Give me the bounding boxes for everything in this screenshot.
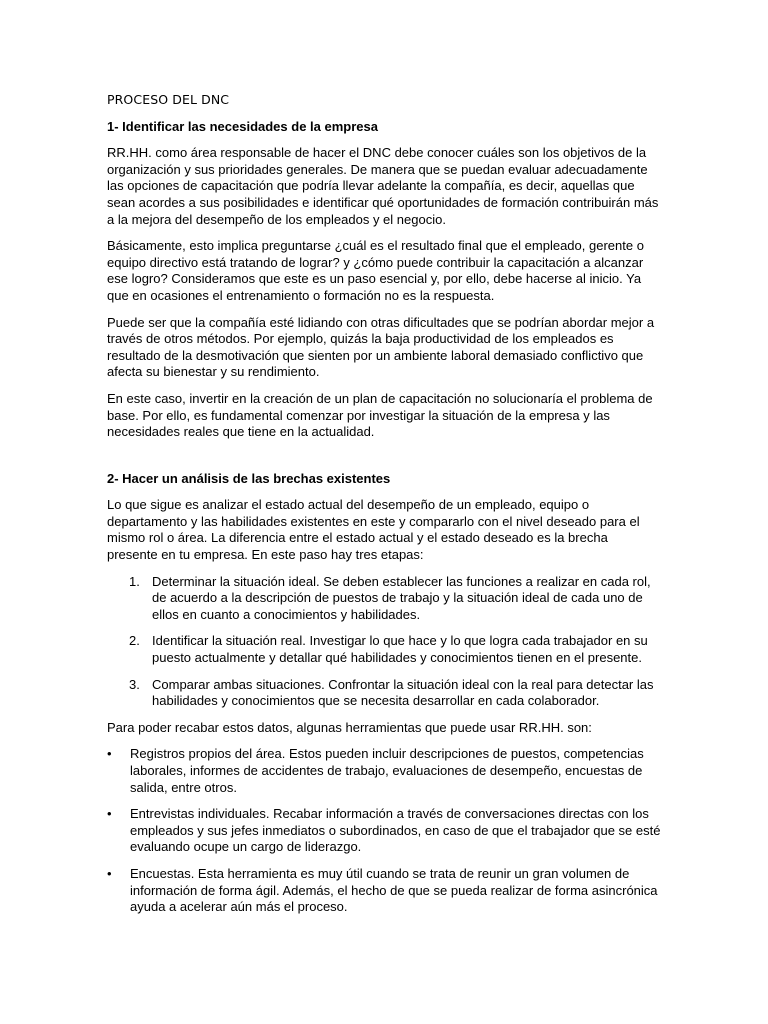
section-2-heading: 2- Hacer un análisis de las brechas existentes — [107, 470, 391, 486]
document-page — [107, 92, 661, 926]
bullet-icon: • — [107, 865, 112, 881]
section-spacer — [107, 451, 661, 471]
steps-list — [107, 574, 661, 710]
list-item-step-3 — [107, 677, 661, 710]
step-number: 3. — [129, 676, 140, 692]
step-number: 2. — [129, 633, 140, 649]
step-text: Identificar la situación real. Investigar lo que hace y lo que logra cada trabajador en su puesto actualmente y detallar qué habilidades y conocimientos tienen en el presente. — [152, 633, 648, 666]
bullet-icon: • — [107, 806, 112, 822]
section-1-paragraph-3: Puede ser que la compañía esté lidiando con otras dificultades que se podrían abordar mejor a través de otros métodos. Por ejemplo, quizás la baja productividad de los empleados es resultado de la desmotivación que sienten por un ambiente laboral demasiado conflictivo que afecta su bienestar y su rendimiento. — [107, 314, 655, 380]
tool-text: Entrevistas individuales. Recabar información a través de conversaciones directas con los empleados y sus jefes inmediatos o subordinados, en caso de que el trabajador que se esté evaluando ocupe un cargo de liderazgo. — [130, 806, 661, 855]
list-item-tool-2 — [107, 806, 661, 856]
tools-intro: Para poder recabar estos datos, algunas herramientas que puede usar RR.HH. son: — [107, 719, 592, 735]
list-item-tool-3 — [107, 866, 661, 916]
list-item-tool-1 — [107, 746, 661, 796]
section-1-paragraph-2: Básicamente, esto implica preguntarse ¿cuál es el resultado final que el empleado, gerente o equipo directivo está tratando de lograr? y ¿cómo puede contribuir la capacitación a alcanzar ese logro? Consideramos que este es un paso esencial y, por ello, debe hacerse al inicio. Ya que en ocasiones el entrenamiento o formación no es la respuesta. — [107, 238, 644, 303]
section-1-heading: 1- Identificar las necesidades de la empresa — [107, 118, 378, 134]
section-1-paragraph-4: En este caso, invertir en la creación de un plan de capacitación no solucionaría el problema de base. Por ello, es fundamental comenzar por investigar la situación de la empresa y las necesidades reales que tiene en la actualidad. — [107, 390, 653, 440]
step-number: 1. — [129, 573, 140, 589]
tools-list — [107, 746, 661, 915]
bullet-icon: • — [107, 746, 112, 762]
step-text: Determinar la situación ideal. Se deben establecer las funciones a realizar en cada rol, de acuerdo a la descripción de puestos de trabajo y la situación ideal de cada uno de ellos en cuanto a conocimientos y habilidades. — [152, 573, 651, 622]
step-text: Comparar ambas situaciones. Confrontar la situación ideal con la real para detectar las habilidades y conocimientos que se necesita desarrollar en cada colaborador. — [152, 676, 654, 709]
document-title: PROCESO DEL DNC — [107, 92, 230, 107]
tool-text: Encuestas. Esta herramienta es muy útil cuando se trata de reunir un gran volumen de información de forma ágil. Además, el hecho de que se pueda realizar de forma asincrónica ayuda a acelerar aún más el proceso. — [130, 865, 658, 915]
list-item-step-1 — [107, 574, 661, 624]
tool-text: Registros propios del área. Estos pueden incluir descripciones de puestos, competencias laborales, informes de accidentes de trabajo, evaluaciones de desempeño, encuestas de salida, entre otros. — [130, 746, 644, 795]
section-1-paragraph-1: RR.HH. como área responsable de hacer el DNC debe conocer cuáles son los objetivos de la organización y sus prioridades generales. De manera que se puedan evaluar adecuadamente las opciones de capacitación que podría llevar adelante la compañía, es decir, aquellas que sean acordes a sus posibilidades e identificar qué oportunidades de formación contribuirán más a la mejora del desempeño de los empleados y el negocio. — [107, 145, 659, 227]
section-2-intro: Lo que sigue es analizar el estado actual del desempeño de un empleado, equipo o departamento y las habilidades existentes en este y compararlo con el nivel deseado para el mismo rol o área. La diferencia entre el estado actual y el estado deseado es la brecha presente en tu empresa. En este paso hay tres etapas: — [107, 497, 640, 563]
list-item-step-2 — [107, 633, 661, 666]
